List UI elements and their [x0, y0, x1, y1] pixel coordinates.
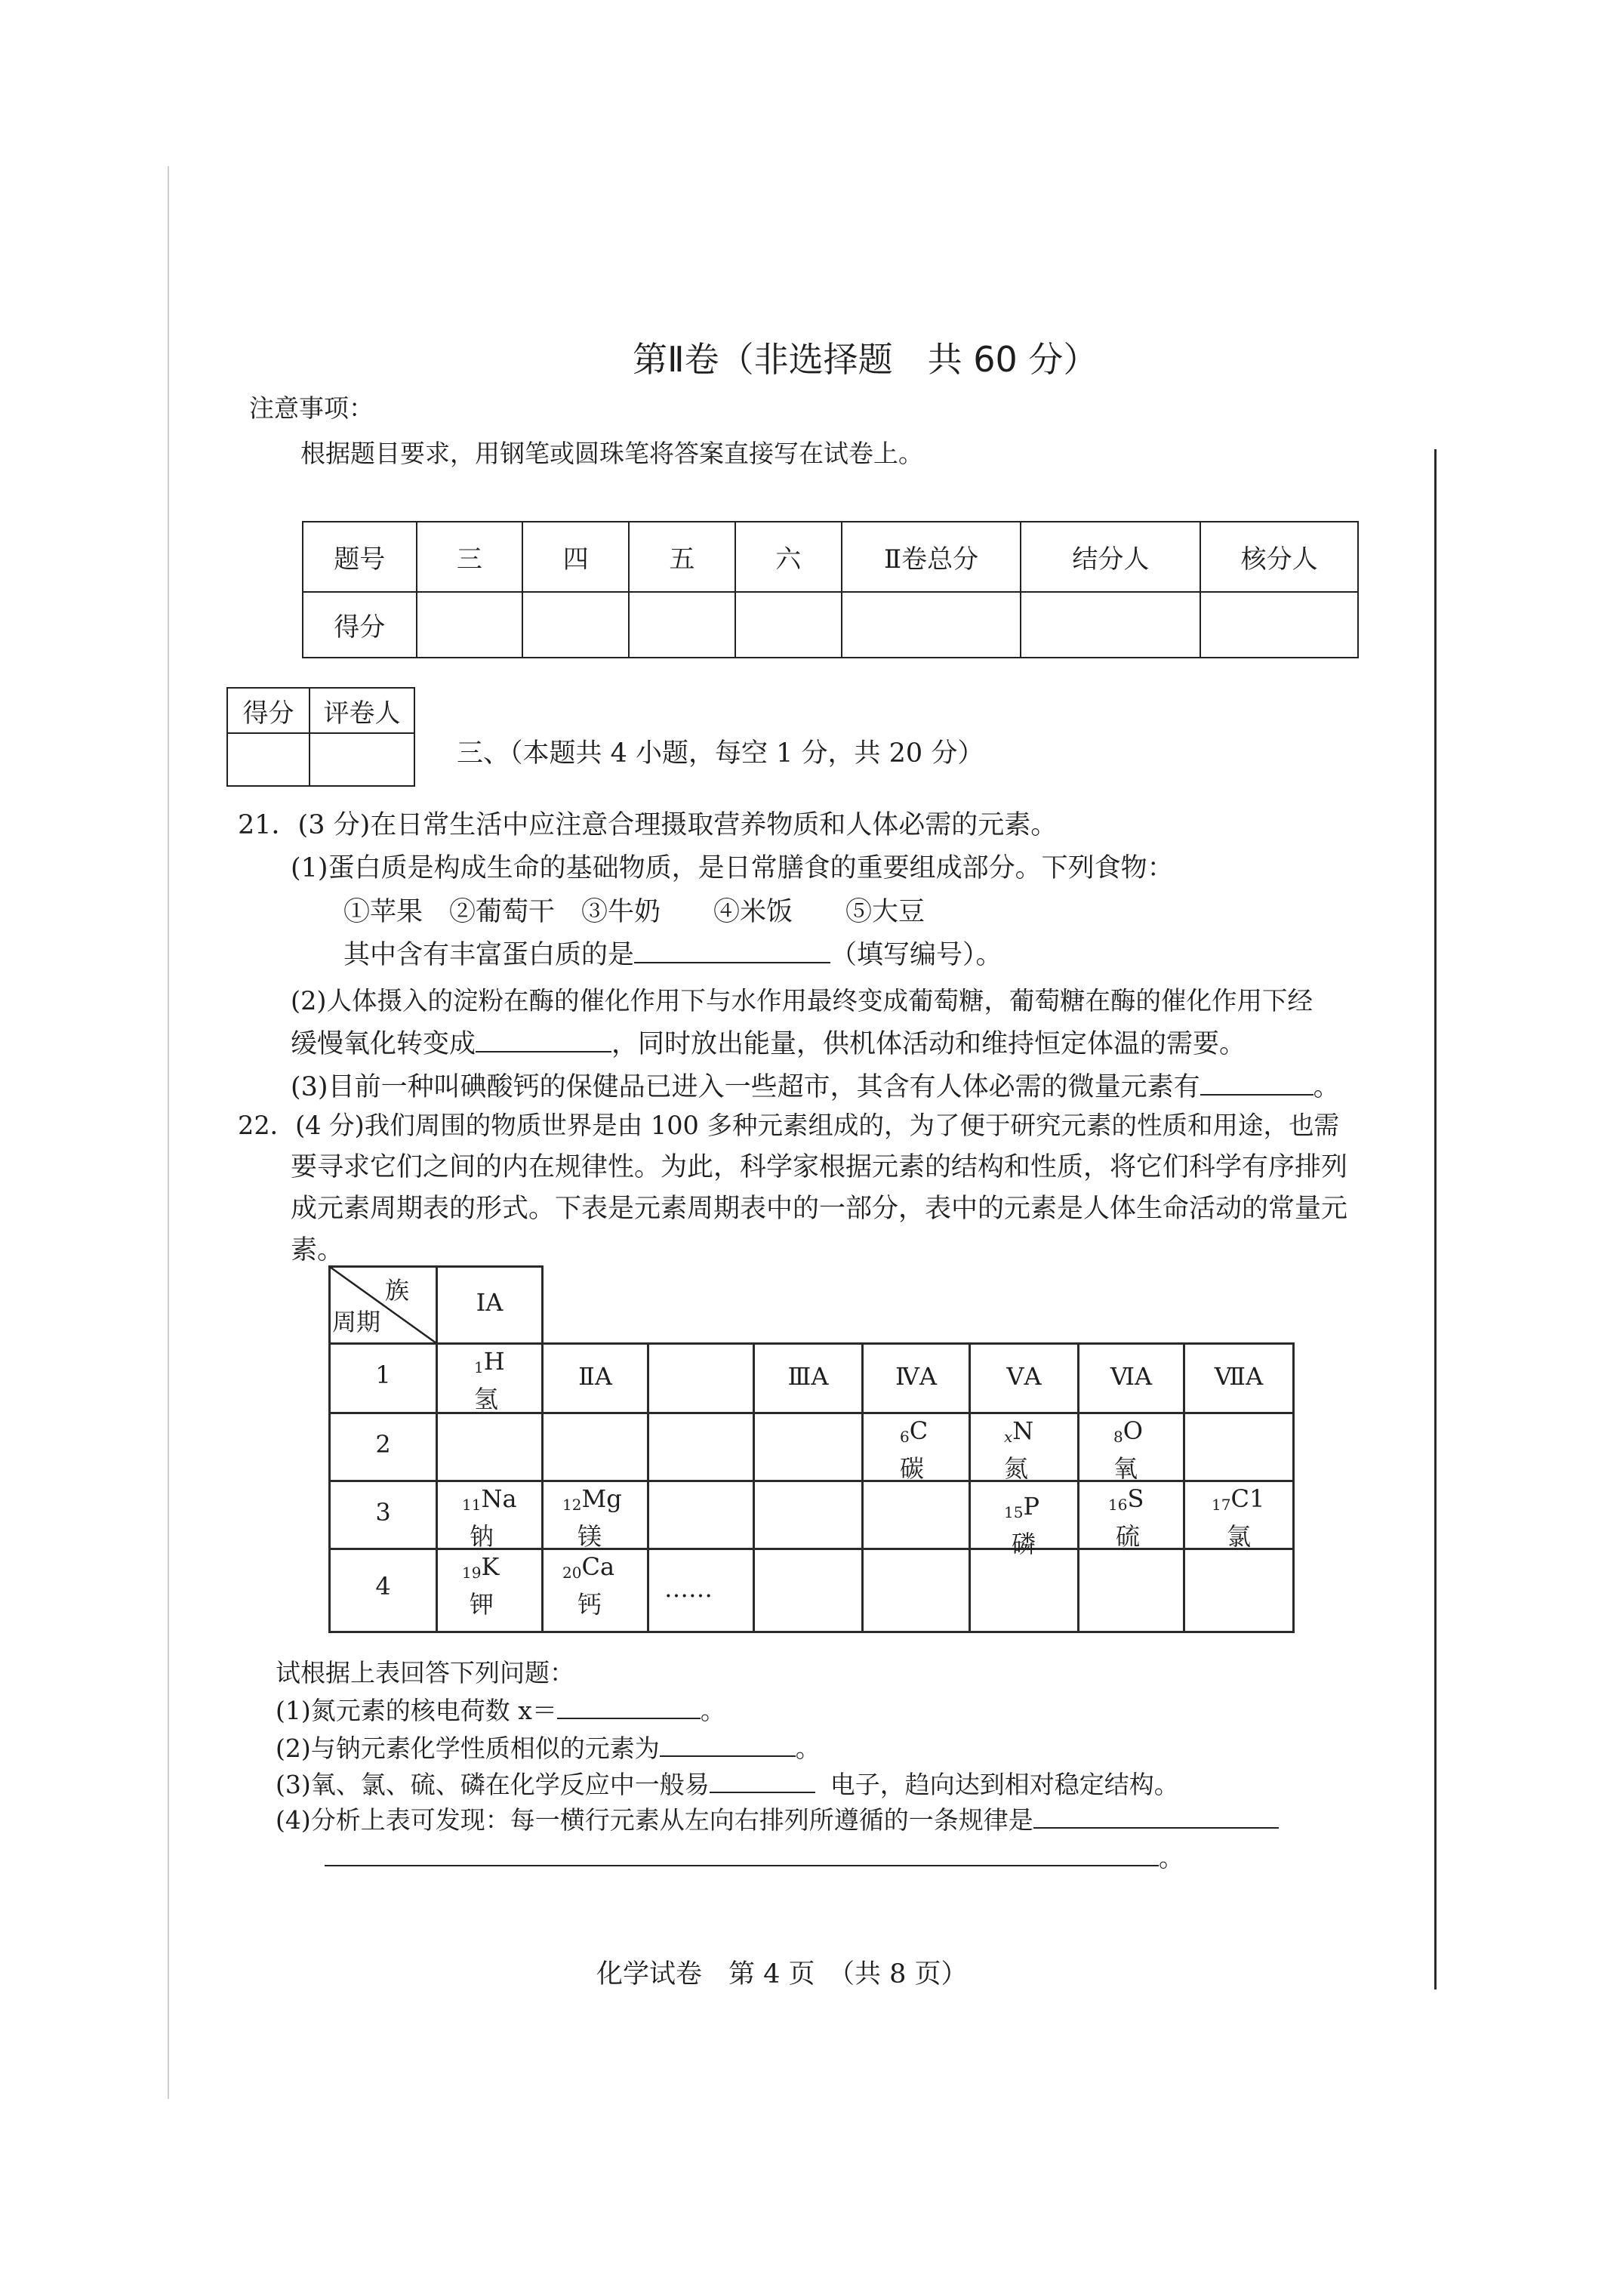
pt-hline	[328, 1631, 1295, 1633]
q21-part2b-text: 缓慢氧化转变成	[291, 1029, 476, 1059]
q22-part4-text: (4)分析上表可发现：每一横行元素从左向右排列所遵循的一条规律是	[276, 1805, 1033, 1835]
score-row-label: 得分	[303, 592, 417, 658]
pt-period-label: 4	[375, 1572, 391, 1601]
score-header-cell: 五	[629, 522, 735, 592]
q21-foods: ①苹果 ②葡萄干 ③牛奶 ④米饭 ⑤大豆	[343, 897, 925, 927]
q22-line4: 素。	[291, 1235, 344, 1265]
score-input-cell[interactable]	[522, 592, 629, 658]
notice-label: 注意事项：	[249, 393, 374, 423]
score-table	[302, 521, 1359, 658]
pt-corner-group-label: 族	[385, 1276, 410, 1305]
score-header-cell: 结分人	[1021, 522, 1200, 592]
score-input-cell[interactable]	[1200, 592, 1358, 658]
pt-group-header: ⅣA	[895, 1362, 938, 1391]
pt-vline	[541, 1265, 544, 1633]
pt-period-label: 2	[375, 1430, 391, 1459]
pt-corner-period-label: 周期	[332, 1308, 381, 1336]
pt-ellipsis: ……	[664, 1574, 713, 1603]
q21-part1-question	[343, 934, 1002, 972]
answer-blank[interactable]	[710, 1771, 815, 1793]
q21-part1: (1)蛋白质是构成生命的基础物质，是日常膳食的重要组成部分。下列食物：	[291, 853, 1174, 883]
notice-text: 根据题目要求，用钢笔或圆珠笔将答案直接写在试卷上。	[300, 439, 923, 468]
answer-blank[interactable]	[660, 1734, 796, 1757]
q22-part3-text: (3)氧、氯、硫、磷在化学反应中一般易	[276, 1770, 710, 1799]
pt-group-header: ⅥA	[1110, 1362, 1153, 1391]
score-header-cell: 四	[522, 522, 629, 592]
q21-part3-tail: 。	[1313, 1072, 1340, 1102]
score-header-cell: Ⅱ卷总分	[842, 522, 1021, 592]
element-cell-cl: $_{17}$C1 氯	[1212, 1484, 1265, 1551]
grader-box	[226, 687, 415, 787]
answer-blank[interactable]	[1033, 1806, 1279, 1829]
q22-part4-tail: 。	[1159, 1843, 1184, 1872]
q21-part1-ask: 其中含有丰富蛋白质的是	[343, 940, 635, 970]
page-left-border	[168, 166, 169, 2099]
q21-part2b	[291, 1023, 1246, 1061]
pt-group-header: ⅤA	[1006, 1362, 1042, 1391]
score-input-cell[interactable]	[1021, 592, 1200, 658]
score-input-cell[interactable]	[842, 592, 1021, 658]
score-header-cell: 题号	[303, 522, 417, 592]
q22-line1: 22．(4 分)我们周围的物质世界是由 100 多种元素组成的，为了便于研究元素的性质和用途，也需	[238, 1111, 1339, 1140]
pt-hline	[328, 1480, 1295, 1482]
element-cell-p: $_{15}$P 磷	[1004, 1492, 1039, 1558]
element-cell-ca: $_{20}$Ca 钙	[562, 1552, 615, 1619]
page-title: 第Ⅱ卷（非选择题 共 60 分）	[633, 339, 1098, 380]
pt-period-label: 3	[375, 1498, 391, 1527]
pt-vline	[1292, 1342, 1295, 1633]
score-input-cell[interactable]	[629, 592, 735, 658]
q22-part1	[276, 1691, 725, 1727]
score-input-cell[interactable]	[417, 592, 523, 658]
q22-part3-tail: 电子，趋向达到相对稳定结构。	[830, 1770, 1179, 1799]
element-cell-mg: $_{12}$Mg 镁	[562, 1484, 622, 1551]
element-cell-c: $_6$C 碳	[900, 1416, 929, 1483]
page-right-border	[1434, 449, 1437, 1989]
answer-blank[interactable]	[557, 1697, 701, 1719]
q22-part2	[276, 1729, 821, 1764]
q22-part4	[276, 1801, 1279, 1836]
q22-part1-text: (1)氮元素的核电荷数 x＝	[276, 1696, 557, 1725]
element-cell-h: $_1$H 氢	[474, 1347, 505, 1413]
score-input-cell[interactable]	[735, 592, 842, 658]
pt-group-header: ⅢA	[787, 1362, 829, 1391]
element-cell-na: $_{11}$Na 钠	[462, 1484, 517, 1551]
page-footer: 化学试卷 第 4 页 （共 8 页）	[596, 1959, 968, 1989]
element-cell-n: $_x$N 氮	[1004, 1416, 1034, 1483]
q22-part2-tail: 。	[795, 1734, 821, 1763]
answer-blank[interactable]	[634, 941, 830, 963]
section-title: 三、（本题共 4 小题，每空 1 分，共 20 分）	[457, 738, 984, 769]
element-cell-k: $_{19}$K 钾	[462, 1552, 500, 1619]
grader-score-cell[interactable]	[227, 733, 310, 786]
q21-stem: 21．(3 分)在日常生活中应注意合理摄取营养物质和人体必需的元素。	[238, 810, 1058, 840]
grader-score-label: 得分	[227, 688, 310, 733]
pt-hline	[328, 1412, 1295, 1414]
q22-part2-text: (2)与钠元素化学性质相似的元素为	[276, 1734, 660, 1763]
q21-part3	[291, 1066, 1340, 1104]
q22-line2: 要寻求它们之间的内在规律性。为此，科学家根据元素的结构和性质，将它们科学有序排列	[291, 1152, 1348, 1182]
q22-part4-continuation	[325, 1838, 1184, 1874]
score-header-cell: 六	[735, 522, 842, 592]
pt-hline	[328, 1342, 1295, 1345]
answer-blank[interactable]	[325, 1844, 1159, 1866]
grader-name-label: 评卷人	[310, 688, 414, 733]
q22-line3: 成元素周期表的形式。下表是元素周期表中的一部分，表中的元素是人体生命活动的常量元	[291, 1194, 1348, 1224]
answer-blank[interactable]	[1200, 1073, 1313, 1096]
q21-part1-tail: （填写编号）。	[830, 940, 1002, 970]
element-cell-o: $_8$O 氧	[1113, 1416, 1143, 1483]
pt-group-header: ⅠA	[476, 1288, 504, 1317]
pt-vline	[647, 1342, 649, 1633]
pt-period-label: 1	[375, 1361, 391, 1389]
grader-name-cell[interactable]	[310, 733, 414, 786]
q21-part2b-tail: ，同时放出能量，供机体活动和维持恒定体温的需要。	[611, 1029, 1246, 1059]
q21-part2a: (2)人体摄入的淀粉在酶的催化作用下与水作用最终变成葡萄糖，葡萄糖在酶的催化作用下经	[291, 986, 1313, 1015]
element-cell-s: $_{16}$S 硫	[1108, 1484, 1144, 1551]
score-header-cell: 三	[417, 522, 523, 592]
pt-group-header: ⅡA	[578, 1362, 612, 1391]
q22-part1-tail: 。	[700, 1696, 725, 1725]
score-header-cell: 核分人	[1200, 522, 1358, 592]
q22-part3	[276, 1765, 1179, 1801]
q22-intro: 试根据上表回答下列问题：	[276, 1658, 574, 1687]
answer-blank[interactable]	[476, 1030, 611, 1052]
q21-part3-text: (3)目前一种叫碘酸钙的保健品已进入一些超市，其含有人体必需的微量元素有	[291, 1072, 1200, 1102]
pt-group-header: ⅦA	[1214, 1362, 1264, 1391]
